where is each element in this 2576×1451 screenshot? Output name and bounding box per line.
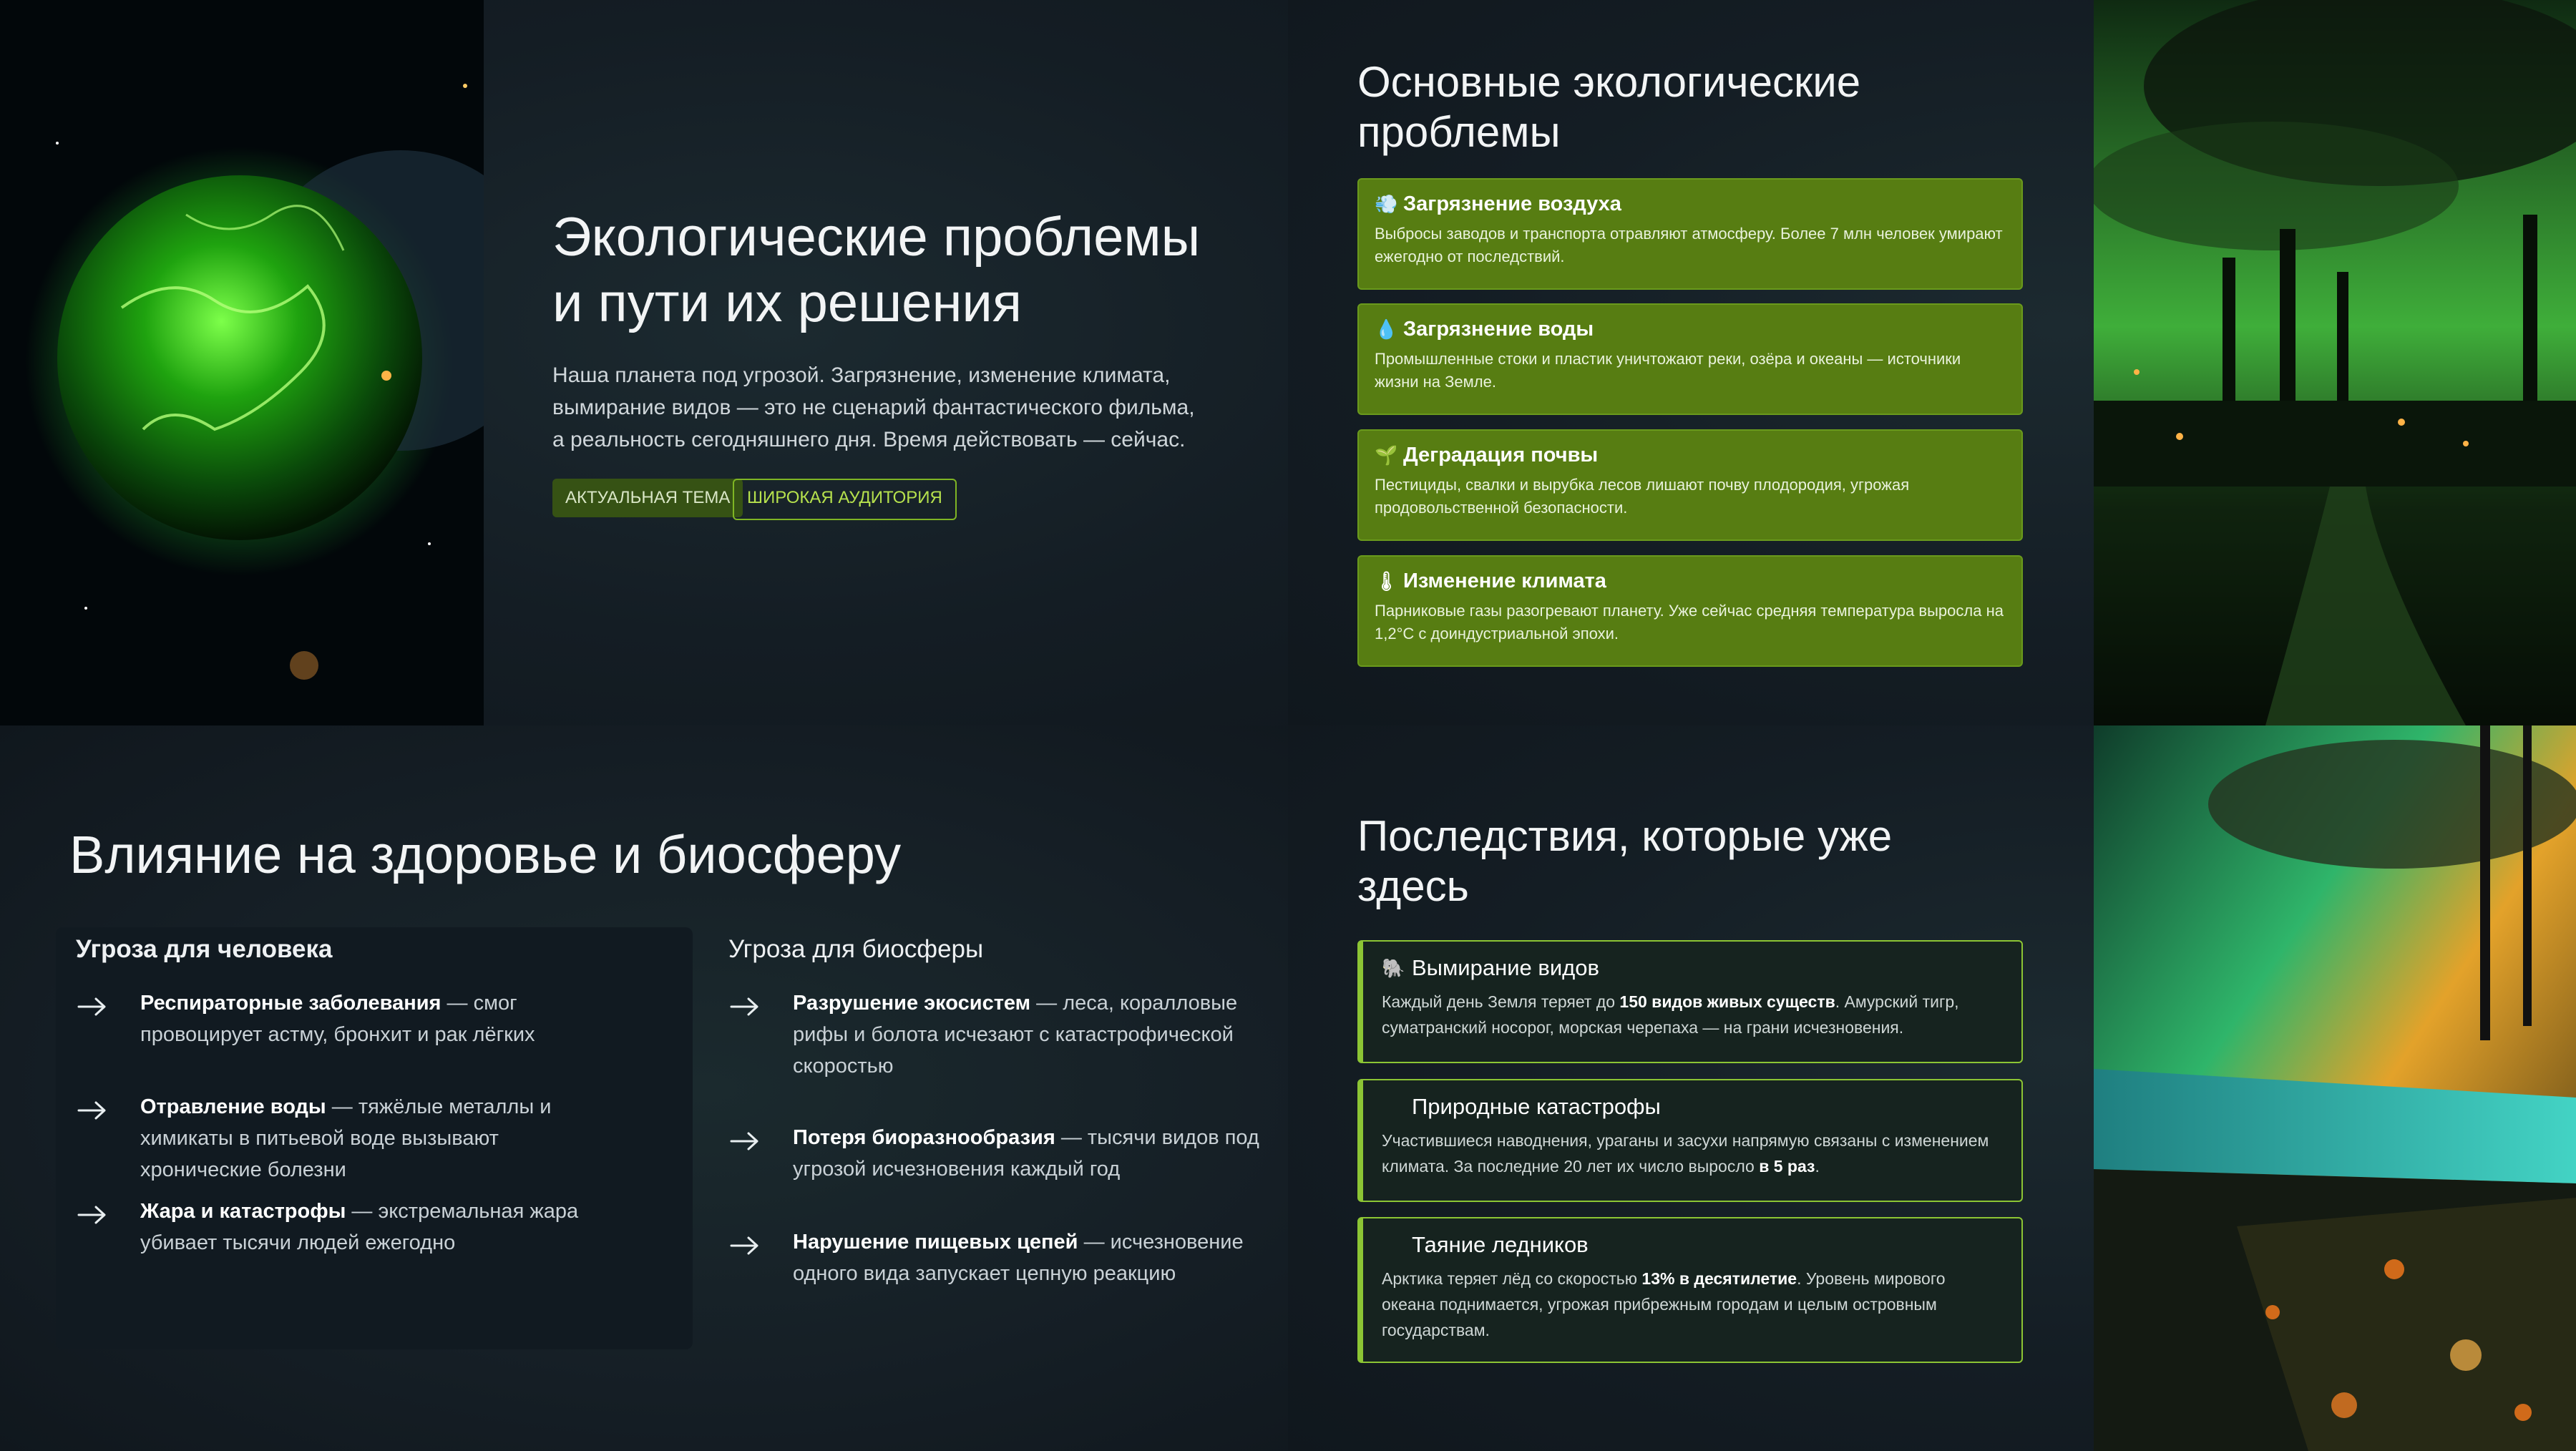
title-line-2: проблемы: [1357, 108, 1561, 156]
list-item-text: [140, 1091, 620, 1186]
arrow-right-icon: [76, 996, 109, 1017]
problem-card-header: [1375, 568, 2006, 594]
consequence-card-title: Таяние ледников: [1412, 1232, 1589, 1257]
wind-icon: 💨: [1375, 193, 1398, 215]
list-item-rest: — леса, коралловые рифы и болота исчезают с катастрофической скоростью: [793, 992, 1238, 1078]
section-title: [1357, 57, 1860, 157]
slide-main-problems: [1288, 0, 2576, 726]
list-item-text: [140, 1196, 620, 1259]
consequence-card-header: [1382, 954, 2003, 982]
consequence-card-text: [1382, 989, 2003, 1040]
consequence-card: [1357, 940, 2023, 1063]
consequence-card-header: [1382, 1231, 2003, 1259]
list-item-bold: Отравление воды: [140, 1095, 326, 1118]
section-title: Влияние на здоровье и биосферу: [69, 825, 902, 884]
problem-card-text: Пестициды, свалки и вырубка лесов лишают почву плодородия, угрожая продовольственной безопасности.: [1375, 476, 1910, 517]
problem-card-header: [1375, 442, 2006, 468]
title-line-2: здесь: [1357, 862, 1469, 910]
consequence-text-post: . Амурский тигр, суматранский носорог, морская черепаха — на грани исчезновения.: [1382, 992, 1959, 1037]
list-item-text: [140, 987, 620, 1050]
problem-card-title: Изменение климата: [1403, 570, 1606, 592]
list-item-text: [793, 1226, 1272, 1289]
consequence-card: [1357, 1079, 2023, 1202]
problem-card-title: Загрязнение воздуха: [1403, 192, 1621, 215]
consequence-card-title: Вымирание видов: [1412, 955, 1599, 980]
title-line-1: Последствия, которые уже: [1357, 812, 1893, 860]
seedling-icon: 🌱: [1375, 444, 1398, 466]
consequence-text-pre: Участившиеся наводнения, ураганы и засухи напрямую связаны с изменением климата. За последние 20 лет их число выросло: [1382, 1131, 1989, 1176]
title-line-1: Экологические проблемы: [552, 207, 1201, 268]
water-drop-icon: 💧: [1375, 318, 1398, 340]
title-line-1: Основные экологические: [1357, 58, 1861, 106]
consequence-card: [1357, 1217, 2023, 1363]
list-item-rest: — тысячи видов под угрозой исчезновения каждый год: [793, 1126, 1259, 1181]
page-title: [552, 205, 1254, 336]
elephant-icon: 🐘: [1382, 957, 1405, 979]
arrow-right-icon: [76, 1100, 109, 1121]
list-item-rest: — экстремальная жара убивает тысячи людей ежегодно: [140, 1200, 579, 1254]
section-title: [1357, 811, 2059, 912]
consequence-card-title: Природные катастрофы: [1412, 1094, 1661, 1119]
intro-text: Наша планета под угрозой. Загрязнение, изменение климата, вымирание видов — это не сценарий фантастического фильма, а реальность сегодняшнего дня. Время действовать — сейчас.: [552, 363, 1195, 451]
problem-card-text: Парниковые газы разогревают планету. Уже сейчас средняя температура выросла на 1,2°C с доиндустриальной эпохи.: [1375, 602, 2004, 643]
problem-card: [1357, 429, 2023, 541]
problem-card-title: Загрязнение воды: [1403, 318, 1594, 341]
slide-intro: [0, 0, 1288, 726]
consequence-card-text: [1382, 1266, 2003, 1343]
problem-card: [1357, 178, 2023, 290]
list-item: [728, 1226, 1272, 1289]
list-item: [76, 987, 620, 1050]
consequence-card-header: [1382, 1093, 2003, 1120]
problem-card-header: [1375, 316, 2006, 342]
problem-card-text: Промышленные стоки и пластик уничтожают реки, озёра и океаны — источники жизни на Земле.: [1375, 350, 1961, 391]
list-item-bold: Респираторные заболевания: [140, 992, 441, 1015]
list-item-text: [793, 1122, 1272, 1185]
human-threat-heading: Угроза для человека: [76, 935, 333, 963]
consequence-text-bold: 13% в десятилетие: [1641, 1269, 1797, 1288]
arrow-right-icon: [76, 1204, 109, 1226]
problem-card: [1357, 303, 2023, 415]
list-item: [76, 1091, 620, 1186]
list-item: [728, 1122, 1272, 1185]
list-item-bold: Потеря биоразнообразия: [793, 1126, 1055, 1149]
glowing-planet-image: [0, 0, 484, 726]
slide-consequences: [1288, 726, 2576, 1451]
biosphere-threat-heading: Угроза для биосферы: [728, 935, 984, 963]
consequence-text-pre: Арктика теряет лёд со скоростью: [1382, 1269, 1642, 1288]
list-item-bold: Нарушение пищевых цепей: [793, 1231, 1078, 1254]
problem-card-title: Деградация почвы: [1403, 444, 1599, 466]
list-item: [76, 1196, 620, 1259]
list-item-rest: — исчезновение одного вида запускает цепную реакцию: [793, 1231, 1244, 1285]
thermometer-icon: 🌡: [1375, 570, 1399, 592]
problem-card-header: [1375, 191, 2006, 217]
title-line-2: и пути их решения: [552, 273, 1023, 333]
list-item-rest: — смог провоцирует астму, бронхит и рак лёгких: [140, 992, 535, 1046]
list-item-bold: Разрушение экосистем: [793, 992, 1031, 1015]
list-item-bold: Жара и катастрофы: [140, 1200, 346, 1223]
problem-card: [1357, 555, 2023, 667]
arrow-right-icon: [728, 1235, 761, 1256]
list-item-rest: — тяжёлые металлы и химикаты в питьевой воде вызывают хронические болезни: [140, 1095, 552, 1181]
consequence-text-pre: Каждый день Земля теряет до: [1382, 992, 1620, 1011]
slide-health-impact: [0, 726, 1288, 1451]
consequence-text-post: .: [1815, 1157, 1820, 1176]
polluted-coast-image: [2094, 726, 2576, 1451]
tag-topical: АКТУАЛЬНАЯ ТЕМА: [552, 479, 743, 517]
list-item: [728, 987, 1272, 1082]
industrial-pollution-image: [2094, 0, 2576, 726]
consequence-text-post: . Уровень мирового океана поднимается, угрожая прибрежным городам и целым островным государствам.: [1382, 1269, 1946, 1339]
list-item-text: [793, 987, 1272, 1082]
consequence-card-text: [1382, 1128, 2003, 1179]
arrow-right-icon: [728, 996, 761, 1017]
arrow-right-icon: [728, 1130, 761, 1152]
tag-wide-audience: ШИРОКАЯ АУДИТОРИЯ: [733, 479, 957, 520]
consequence-text-bold: 150 видов живых существ: [1619, 992, 1835, 1011]
consequence-text-bold: в 5 раз: [1759, 1157, 1815, 1176]
problem-card-text: Выбросы заводов и транспорта отравляют атмосферу. Более 7 млн человек умирают ежегодно от последствий.: [1375, 225, 2003, 265]
